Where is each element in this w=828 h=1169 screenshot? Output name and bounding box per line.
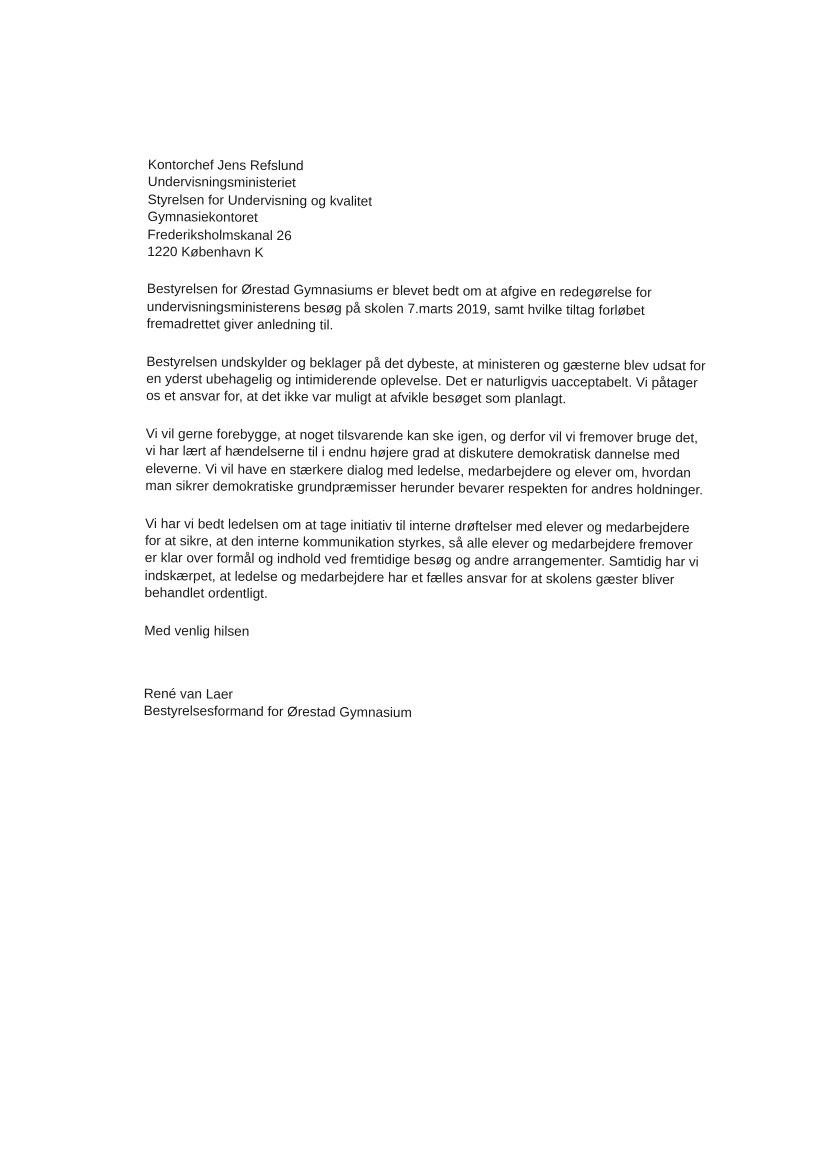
recipient-city: 1220 København K [147,244,264,260]
body-paragraph-4: Vi har vi bedt ledelsen om at tage initiativ til interne drøftelser med elever og medarbejdere for at sikre, at den interne kommunikation styrkes, så alle elever og medarbejdere fremover er klar over formål og indhold ved fremtidige besøg og andre arrangementer. Samtidig har vi indskærpet, at ledelse og medarbejdere har et fælles ansvar for at skolens gæster bliver behandlet ordentligt. [144,515,699,602]
body-paragraph-1: Bestyrelsen for Ørestad Gymnasiums er blevet bedt om at afgive en redegørelse for undervisningsministerens besøg på skolen 7.marts 2019, samt hvilke tiltag forløbet fremadrettet giver anledning til. [146,281,652,333]
recipient-agency: Styrelsen for Undervisning og kvalitet [147,191,373,209]
signer-name: René van Laer [143,685,234,702]
body-paragraph-2: Bestyrelsen undskylder og beklager på det dybeste, at ministeren og gæsterne blev udsat for en yderst ubehagelig og intimiderende oplevelse. Det er naturligvis uacceptabelt. Vi påtager os et ansvar for, at det ikke var muligt at afvikle besøget som planlagt. [146,353,706,407]
recipient-street: Frederiksholmskanal 26 [147,226,292,243]
recipient-office: Gymnasiekontoret [147,209,258,226]
recipient-ministry: Undervisningsministeriet [147,174,296,191]
letter-content [144,156,708,724]
closing-salutation: Med venlig hilsen [144,622,250,639]
recipient-address [147,156,708,265]
signer-title: Bestyrelsesformand for Ørestad Gymnasium [143,703,412,721]
recipient-name: Kontorchef Jens Refslund [147,156,304,174]
signature-block [144,685,704,724]
body-paragraph-3: Vi vil gerne forebygge, at noget tilsvarende kan ske igen, og derfor vil vi fremover bruge det, vi har lært af hændelserne til i endnu højere grad at diskutere demokratisk dannelse med eleverne. Vi vil have en stærkere dialog med ledelse, medarbejdere og elever om, hvordan man sikrer demokratiske grundpræmisser herunder bevarer respekten for andres holdninger. [145,425,704,498]
